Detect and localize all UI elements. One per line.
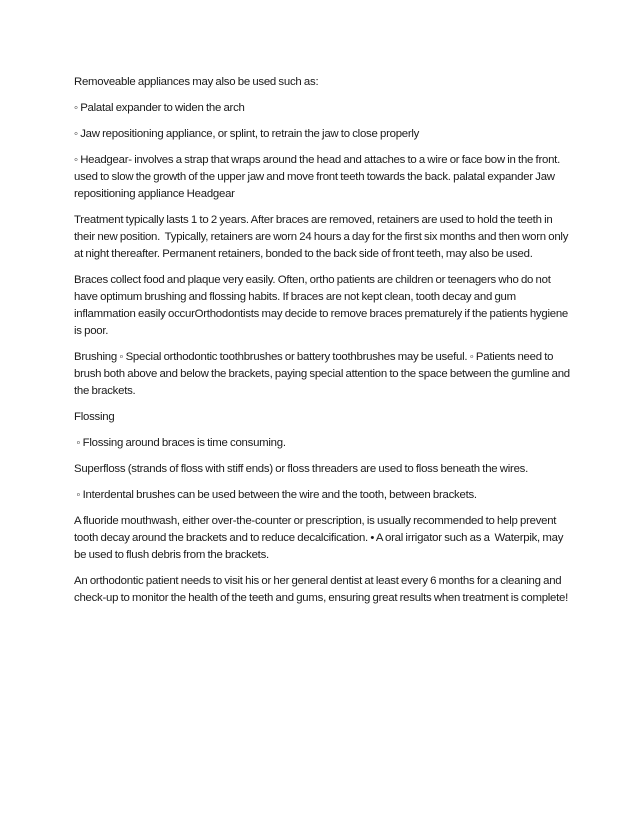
paragraph-headgear: ◦ Headgear- involves a strap that wraps around the head and attaches to a wire or face bow in the front. used to slow the growth of the upper jaw and move front teeth towards the back. palatal expander Jaw repositioning appliance Headgear	[74, 154, 563, 200]
paragraph-flossing-heading: Flossing	[74, 411, 115, 423]
paragraph-fluoride-mouthwash: A fluoride mouthwash, either over-the-counter or prescription, is usually recommended to help prevent tooth decay around the brackets and to reduce decalcification. • A oral irrigator such as a Waterpik, may be used to flush debris from the brackets.	[74, 515, 566, 561]
paragraph-brushing: Brushing ◦ Special orthodontic toothbrushes or battery toothbrushes may be useful. ◦ Patients need to brush both above and below the brackets, paying special attention to the space between the gumline and the brackets.	[74, 351, 573, 397]
paragraph-braces-collect-food: Braces collect food and plaque very easily. Often, ortho patients are children or teenagers who do not have optimum brushing and flossing habits. If braces are not kept clean, tooth decay and gum inflammation easily occurOrthodontists may decide to remove braces prematurely if the patients hygiene is poor.	[74, 274, 571, 337]
document-body	[74, 74, 574, 616]
paragraph-jaw-repositioning: ◦ Jaw repositioning appliance, or splint, to retrain the jaw to close properly	[74, 128, 420, 140]
paragraph-removable-appliances: Removeable appliances may also be used such as:	[74, 76, 319, 88]
paragraph-interdental-brushes: ◦ Interdental brushes can be used between the wire and the tooth, between brackets.	[74, 489, 477, 501]
paragraph-flossing-time: ◦ Flossing around braces is time consuming.	[74, 437, 286, 449]
paragraph-superfloss: Superfloss (strands of floss with stiff ends) or floss threaders are used to floss beneath the wires.	[74, 463, 529, 475]
paragraph-dentist-visit: An orthodontic patient needs to visit his or her general dentist at least every 6 months for a cleaning and check-up to monitor the health of the teeth and gums, ensuring great results when treatment is complete!	[74, 575, 569, 604]
paragraph-palatal-expander: ◦ Palatal expander to widen the arch	[74, 102, 245, 114]
paragraph-treatment: Treatment typically lasts 1 to 2 years. After braces are removed, retainers are used to hold the teeth in their new position. Typically, retainers are worn 24 hours a day for the first six months and then worn only at night thereafter. Permanent retainers, bonded to the back side of front teeth, may also be used.	[74, 214, 571, 260]
